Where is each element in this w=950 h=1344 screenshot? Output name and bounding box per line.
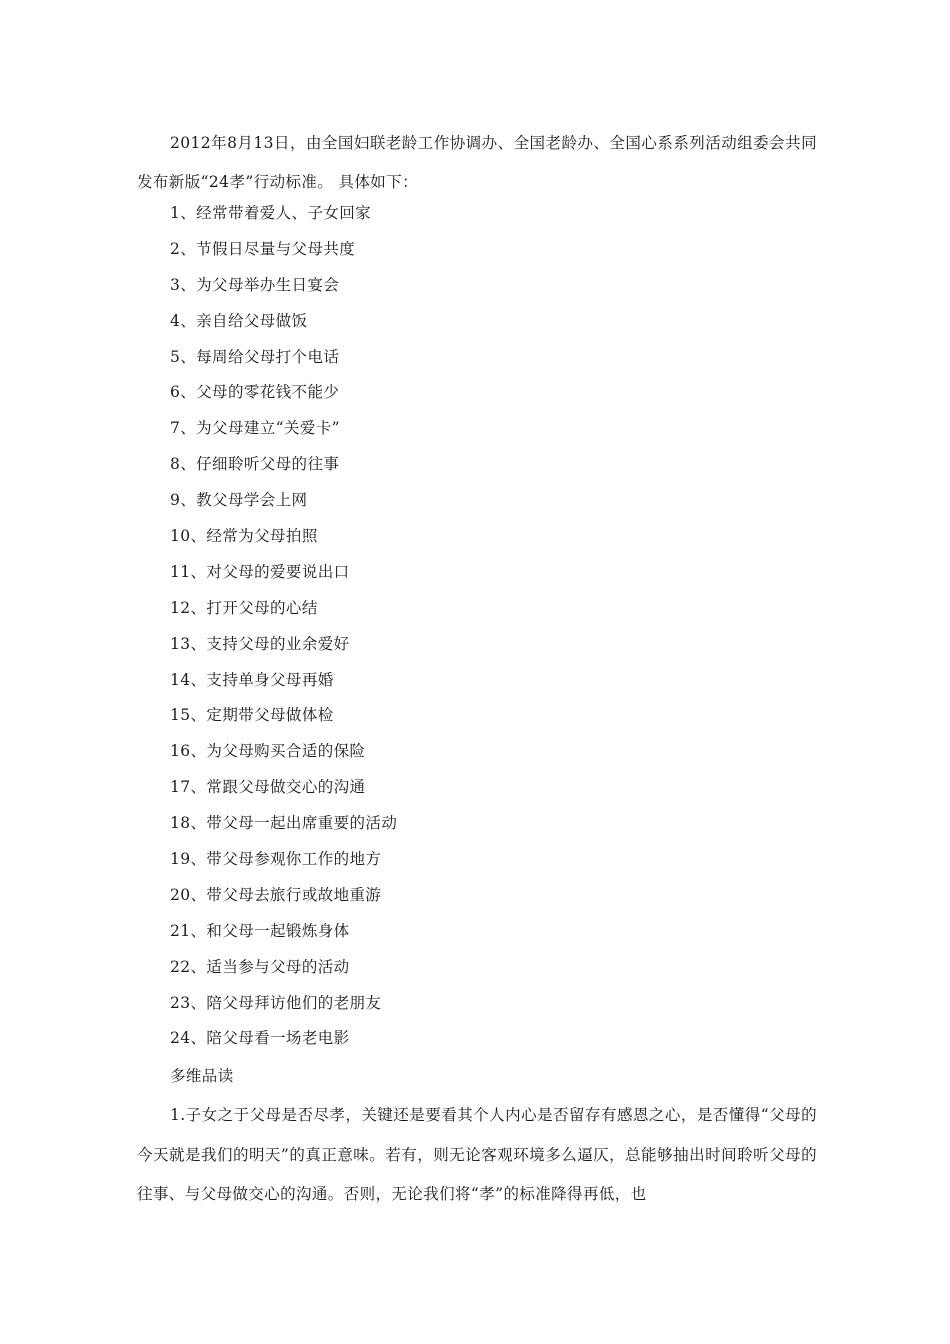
- list-item: 14、支持单身父母再婚: [170, 670, 334, 689]
- intro-paragraph: 2012年8月13日，由全国妇联老龄工作协调办、全国老龄办、全国心系系列活动组委会共同发布新版“24孝”行动标准。 具体如下：: [137, 134, 817, 191]
- list-item: 10、经常为父母拍照: [170, 527, 318, 546]
- list-item: 6、父母的零花钱不能少: [170, 383, 340, 402]
- list-item: 4、亲自给父母做饭: [170, 311, 308, 330]
- list-item: 16、为父母购买合适的保险: [170, 742, 366, 761]
- list-item: 1、经常带着爱人、子女回家: [170, 204, 372, 222]
- list-item: 2、节假日尽量与父母共度: [170, 239, 356, 258]
- list-item: 7、为父母建立“关爱卡”: [170, 419, 341, 438]
- filial-standards-list: [170, 200, 397, 1061]
- list-item: 13、支持父母的业余爱好: [170, 634, 350, 653]
- list-item: 19、带父母参观你工作的地方: [170, 850, 382, 869]
- list-item: 11、对父母的爱要说出口: [170, 562, 350, 581]
- list-item: 20、带父母去旅行或故地重游: [170, 885, 382, 904]
- list-item: 8、仔细聆听父母的往事: [170, 455, 340, 474]
- list-item: 5、每周给父母打个电话: [170, 347, 340, 366]
- list-item: 18、带父母一起出席重要的活动: [170, 814, 398, 833]
- list-item: 21、和父母一起锻炼身体: [170, 921, 350, 940]
- list-item: 22、适当参与父母的活动: [170, 957, 350, 976]
- list-item: 3、为父母举办生日宴会: [170, 275, 340, 294]
- list-item: 23、陪父母拜访他们的老朋友: [170, 993, 382, 1012]
- list-item: 12、打开父母的心结: [170, 598, 318, 617]
- list-item: 24、陪父母看一场老电影: [170, 1029, 350, 1048]
- list-item: 17、常跟父母做交心的沟通: [170, 778, 366, 797]
- body-paragraph: 1.子女之于父母是否尽孝，关键还是要看其个人内心是否留存有感恩之心，是否懂得“父母的今天就是我们的明天”的真正意味。若有，则无论客观环境多么逼仄，总能够抽出时间聆听父母的往事、与父母做交心的沟通。否则，无论我们将“孝”的标准降得再低，也: [137, 1106, 817, 1203]
- section-heading: 多维品读: [170, 1067, 234, 1085]
- list-item: 9、教父母学会上网: [170, 491, 308, 510]
- list-item: 15、定期带父母做体检: [170, 706, 334, 725]
